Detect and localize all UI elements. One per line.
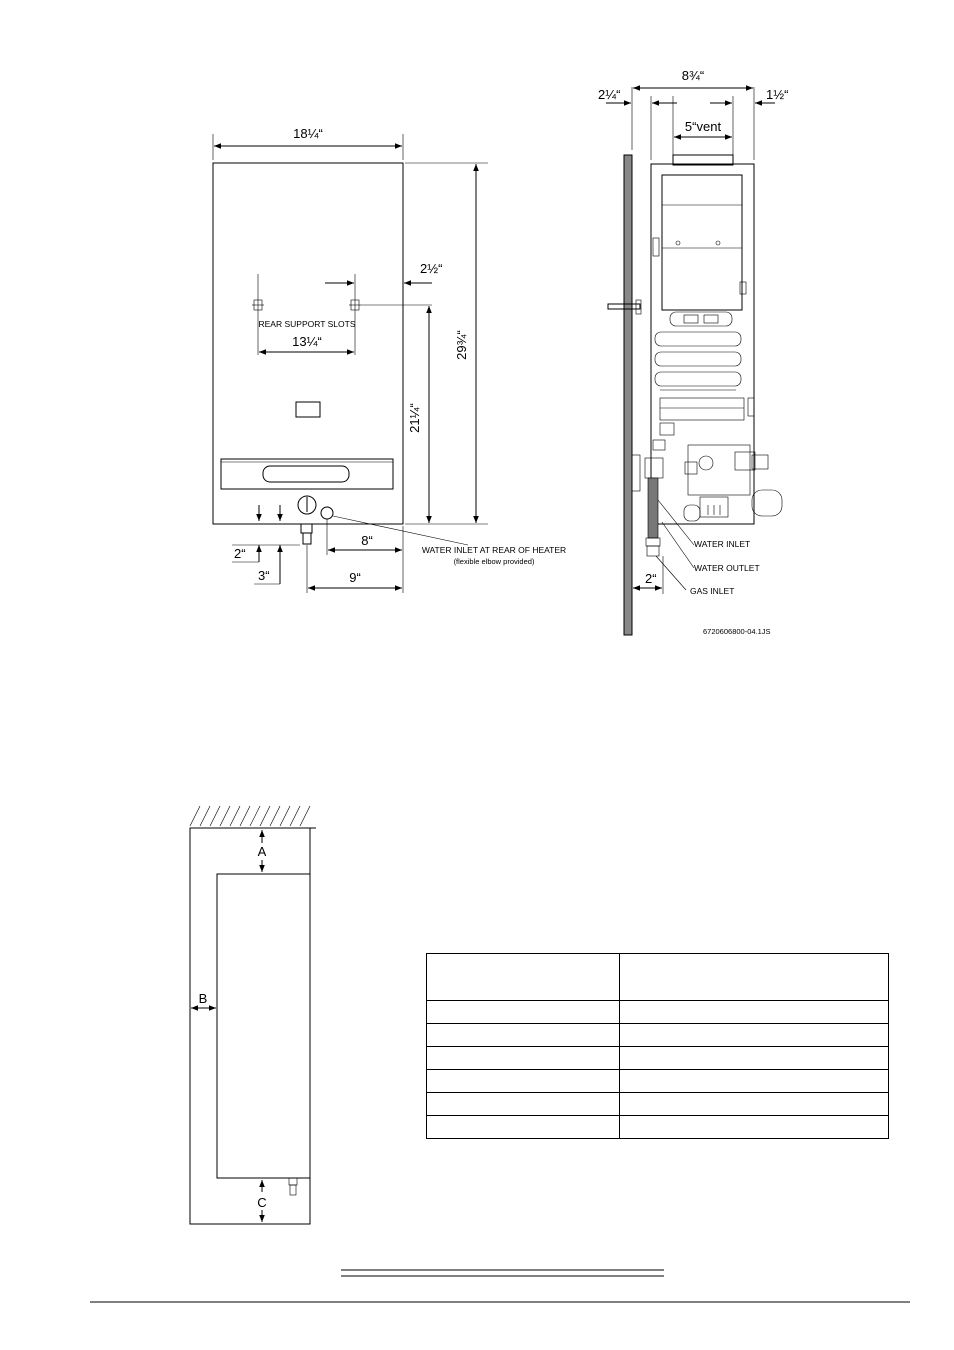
front-view bbox=[213, 126, 566, 593]
heater-outline bbox=[217, 874, 310, 1178]
bottom-connector bbox=[289, 1178, 297, 1185]
display-window bbox=[296, 402, 320, 417]
rear-support-slots-label: REAR SUPPORT SLOTS bbox=[258, 319, 356, 329]
clearance-a-label: A bbox=[257, 844, 267, 859]
width-label: 18¼“ bbox=[293, 126, 323, 141]
gas-connector bbox=[301, 524, 312, 533]
clearance-view bbox=[190, 806, 316, 1224]
mounting-wall bbox=[624, 155, 632, 635]
table-row bbox=[427, 1001, 889, 1024]
slot-height-label: 21¼“ bbox=[407, 403, 422, 433]
control-panel bbox=[221, 459, 393, 489]
water-inlet-note: WATER INLET AT REAR OF HEATER bbox=[421, 545, 567, 555]
depth-label: 8¾“ bbox=[681, 68, 705, 83]
water-inlet-subnote: (flexible elbow provided) bbox=[453, 557, 535, 566]
gas-inlet-label: GAS INLET bbox=[690, 586, 735, 596]
coil-pipes bbox=[655, 332, 741, 390]
right-offset-label-side: 1½“ bbox=[766, 87, 789, 102]
inlet-8-label: 8“ bbox=[361, 533, 373, 548]
heat-exchanger bbox=[653, 175, 746, 326]
right-offset-label: 2½“ bbox=[420, 261, 443, 276]
clearance-envelope bbox=[190, 828, 310, 1224]
bottom-2-label: 2“ bbox=[234, 546, 246, 561]
clearance-table bbox=[426, 953, 889, 1139]
flexible-hose bbox=[648, 478, 658, 538]
water-inlet-circle bbox=[321, 507, 333, 519]
side-view bbox=[598, 68, 788, 636]
table-row bbox=[427, 1116, 889, 1139]
vent-label: 5“vent bbox=[684, 119, 722, 134]
water-inlet-label: WATER INLET bbox=[694, 539, 751, 549]
table-row bbox=[427, 1093, 889, 1116]
clearance-b-label: B bbox=[198, 991, 208, 1006]
gas-valve bbox=[684, 445, 782, 521]
table-row bbox=[427, 1047, 889, 1070]
left-offset-label: 2¼“ bbox=[598, 87, 621, 102]
height-label: 29¾“ bbox=[454, 330, 469, 360]
clearance-c-label: C bbox=[257, 1195, 267, 1210]
water-outlet-label: WATER OUTLET bbox=[694, 563, 760, 573]
table-row bbox=[427, 1024, 889, 1047]
drawing-code: 6720606800-04.1JS bbox=[703, 627, 771, 636]
table-row bbox=[427, 1070, 889, 1093]
center-double-rule bbox=[341, 1270, 664, 1276]
table-header-row bbox=[427, 954, 889, 1001]
inlet-9-label: 9“ bbox=[349, 570, 361, 585]
slot-spacing-label: 13¼“ bbox=[292, 334, 322, 349]
bottom-3-label: 3“ bbox=[258, 568, 270, 583]
side-bottom-label: 2“ bbox=[645, 571, 657, 586]
burner-assembly bbox=[660, 398, 754, 435]
